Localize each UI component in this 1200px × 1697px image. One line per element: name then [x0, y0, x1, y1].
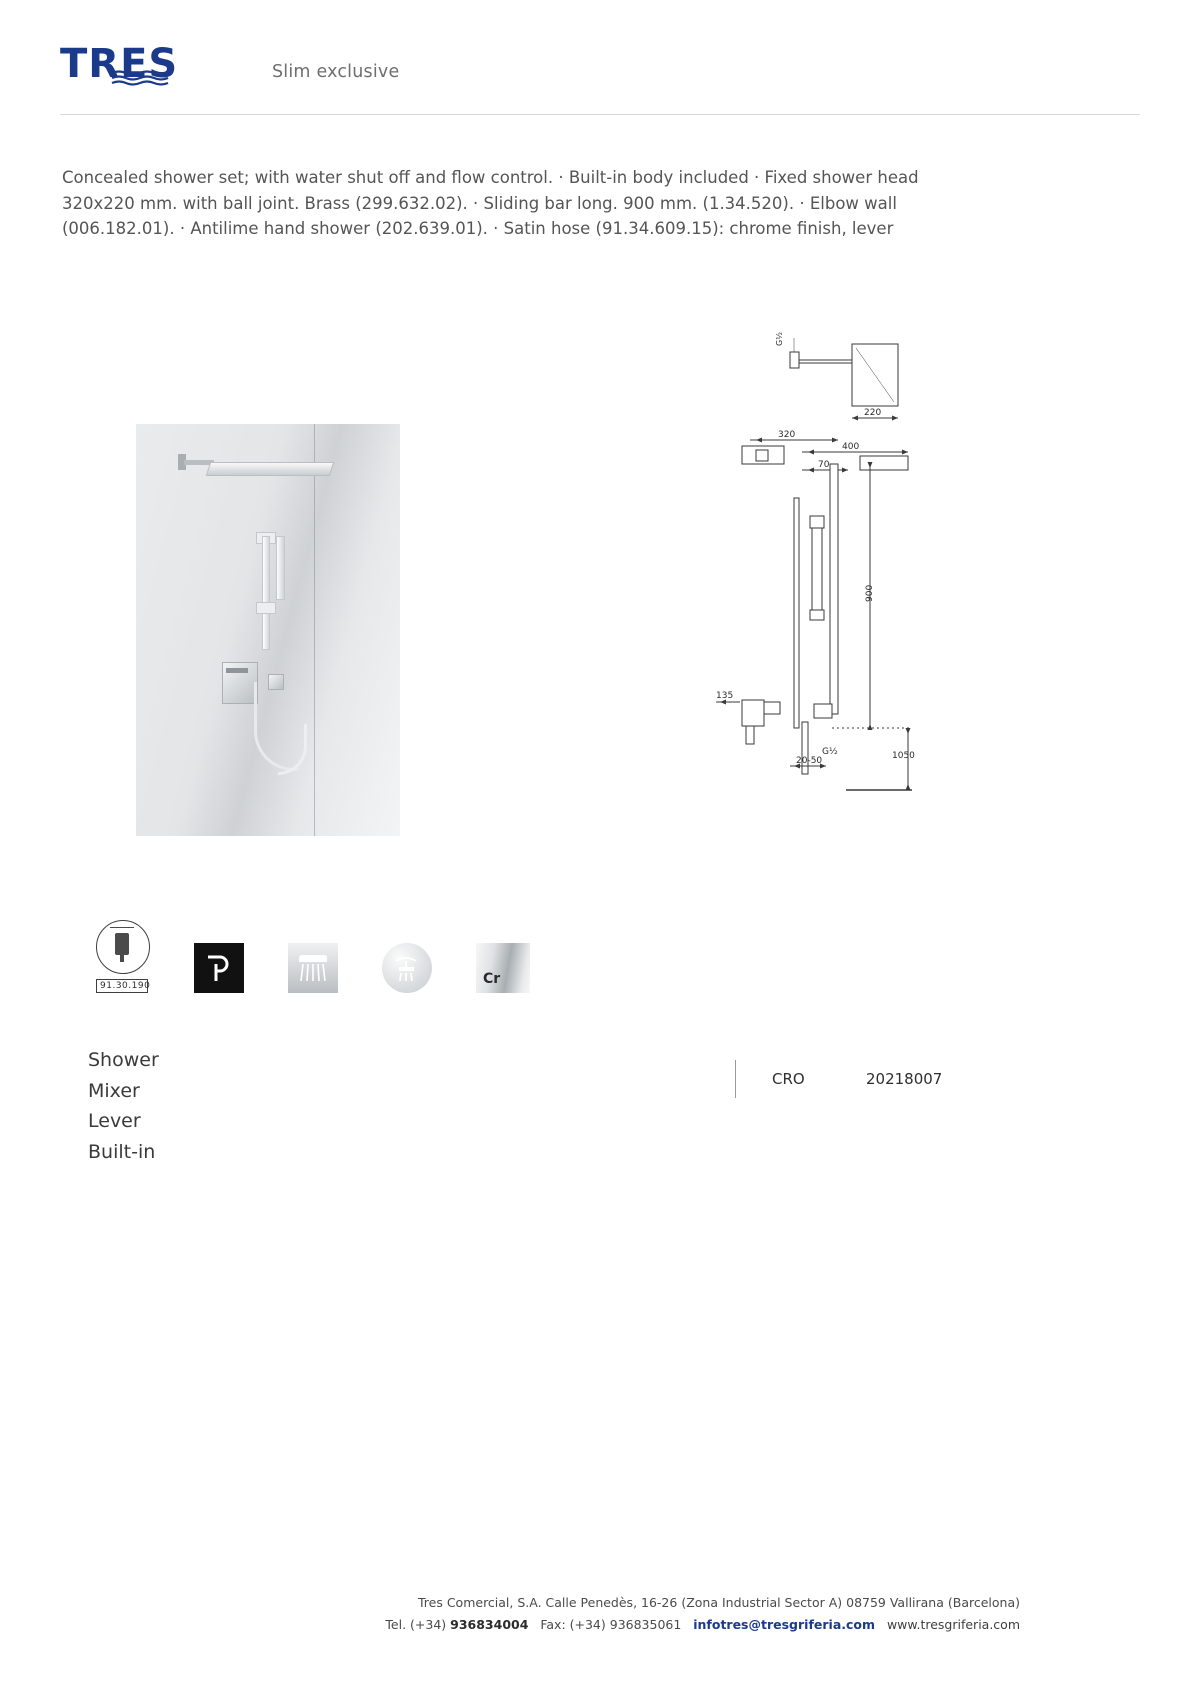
footer-contact	[0, 1614, 1020, 1636]
flow-control-icon	[96, 920, 150, 974]
dim-inlet-thread: G½	[775, 332, 784, 346]
photo-shower-head	[206, 462, 335, 476]
footer-email-link[interactable]: infotres@tresgriferia.com	[693, 1617, 876, 1632]
photo-bar-bracket-bottom	[256, 602, 276, 614]
dim-arm-length: 320	[778, 430, 796, 440]
product-title-block	[88, 1045, 159, 1167]
page-footer	[0, 1592, 1200, 1636]
dim-outlet-range: 20-50	[796, 756, 823, 766]
antilime-icon	[382, 943, 432, 993]
collection-name: Slim exclusive	[272, 62, 400, 82]
dim-floor-height: 1050	[892, 751, 915, 761]
logo-waves-icon	[112, 70, 172, 84]
footer-tel-value: 936834004	[450, 1617, 529, 1632]
dim-bar-length: 900	[865, 584, 875, 602]
finish-code: CRO	[772, 1070, 805, 1088]
technical-drawing	[716, 330, 1010, 840]
logo-wordmark: TRES	[60, 41, 179, 87]
product-photo	[136, 424, 400, 836]
icon-rain-shower	[288, 943, 338, 993]
wall-elbow-icon	[194, 943, 244, 993]
feature-icon-strip	[96, 920, 530, 993]
dim-valve-height: 135	[716, 691, 734, 701]
flow-control-stem	[120, 953, 124, 962]
product-reference: 20218007	[866, 1070, 943, 1088]
footer-tel-label: Tel. (+34)	[385, 1617, 451, 1632]
page-header	[60, 41, 1140, 115]
photo-sliding-bar	[262, 536, 270, 650]
tres-logo	[60, 41, 210, 90]
photo-wall-seam	[314, 424, 315, 836]
icon-antilime	[382, 943, 432, 993]
flow-control-body	[115, 933, 129, 955]
antilime-glyph	[382, 943, 432, 993]
product-description: Concealed shower set; with water shut off and flow control. · Built-in body included · Fixed shower head 320x220 mm. with ball joint. Brass (299.632.02). · Sliding bar long. 900 mm. (1.34.520). · Elbow wall (006.182.01). · Antilime hand shower (202.639.01). · Satin hose (91.34.609.15): chrome finish, lever	[62, 168, 919, 238]
rain-shower-lines	[301, 964, 325, 982]
dim-head-width: 220	[864, 408, 882, 418]
reference-block	[735, 1060, 942, 1098]
footer-address: Tres Comercial, S.A. Calle Penedès, 16-26 (Zona Industrial Sector A) 08759 Vallirana (Barcelona)	[417, 1595, 1020, 1610]
dim-offset-70: 70	[818, 460, 830, 470]
chrome-finish-icon	[476, 943, 530, 993]
icon-chrome-finish	[476, 943, 530, 993]
photo-valve-lever	[226, 668, 248, 673]
photo-hose-right	[278, 724, 307, 775]
rain-shower-head	[299, 955, 327, 962]
product-line-3: Lever	[88, 1110, 141, 1132]
chrome-finish-label: Cr	[483, 971, 501, 987]
product-line-4: Built-in	[88, 1140, 156, 1163]
icon-wall-elbow	[194, 943, 244, 993]
product-line-1: Shower	[88, 1049, 159, 1071]
flow-control-code: 91.30.190	[96, 979, 148, 993]
wall-elbow-glyph	[204, 953, 234, 983]
rain-shower-icon	[288, 943, 338, 993]
technical-drawing-svg	[716, 330, 1010, 840]
dim-offset-400: 400	[842, 442, 860, 452]
footer-fax: Fax: (+34) 936835061	[540, 1617, 682, 1632]
footer-web-link[interactable]: www.tresgriferia.com	[886, 1617, 1020, 1632]
dim-outlet-thread: G½	[822, 747, 838, 757]
product-line-2: Mixer	[88, 1079, 140, 1102]
icon-flow-control	[96, 920, 150, 993]
reference-divider	[735, 1060, 736, 1098]
photo-hand-shower	[276, 536, 285, 600]
